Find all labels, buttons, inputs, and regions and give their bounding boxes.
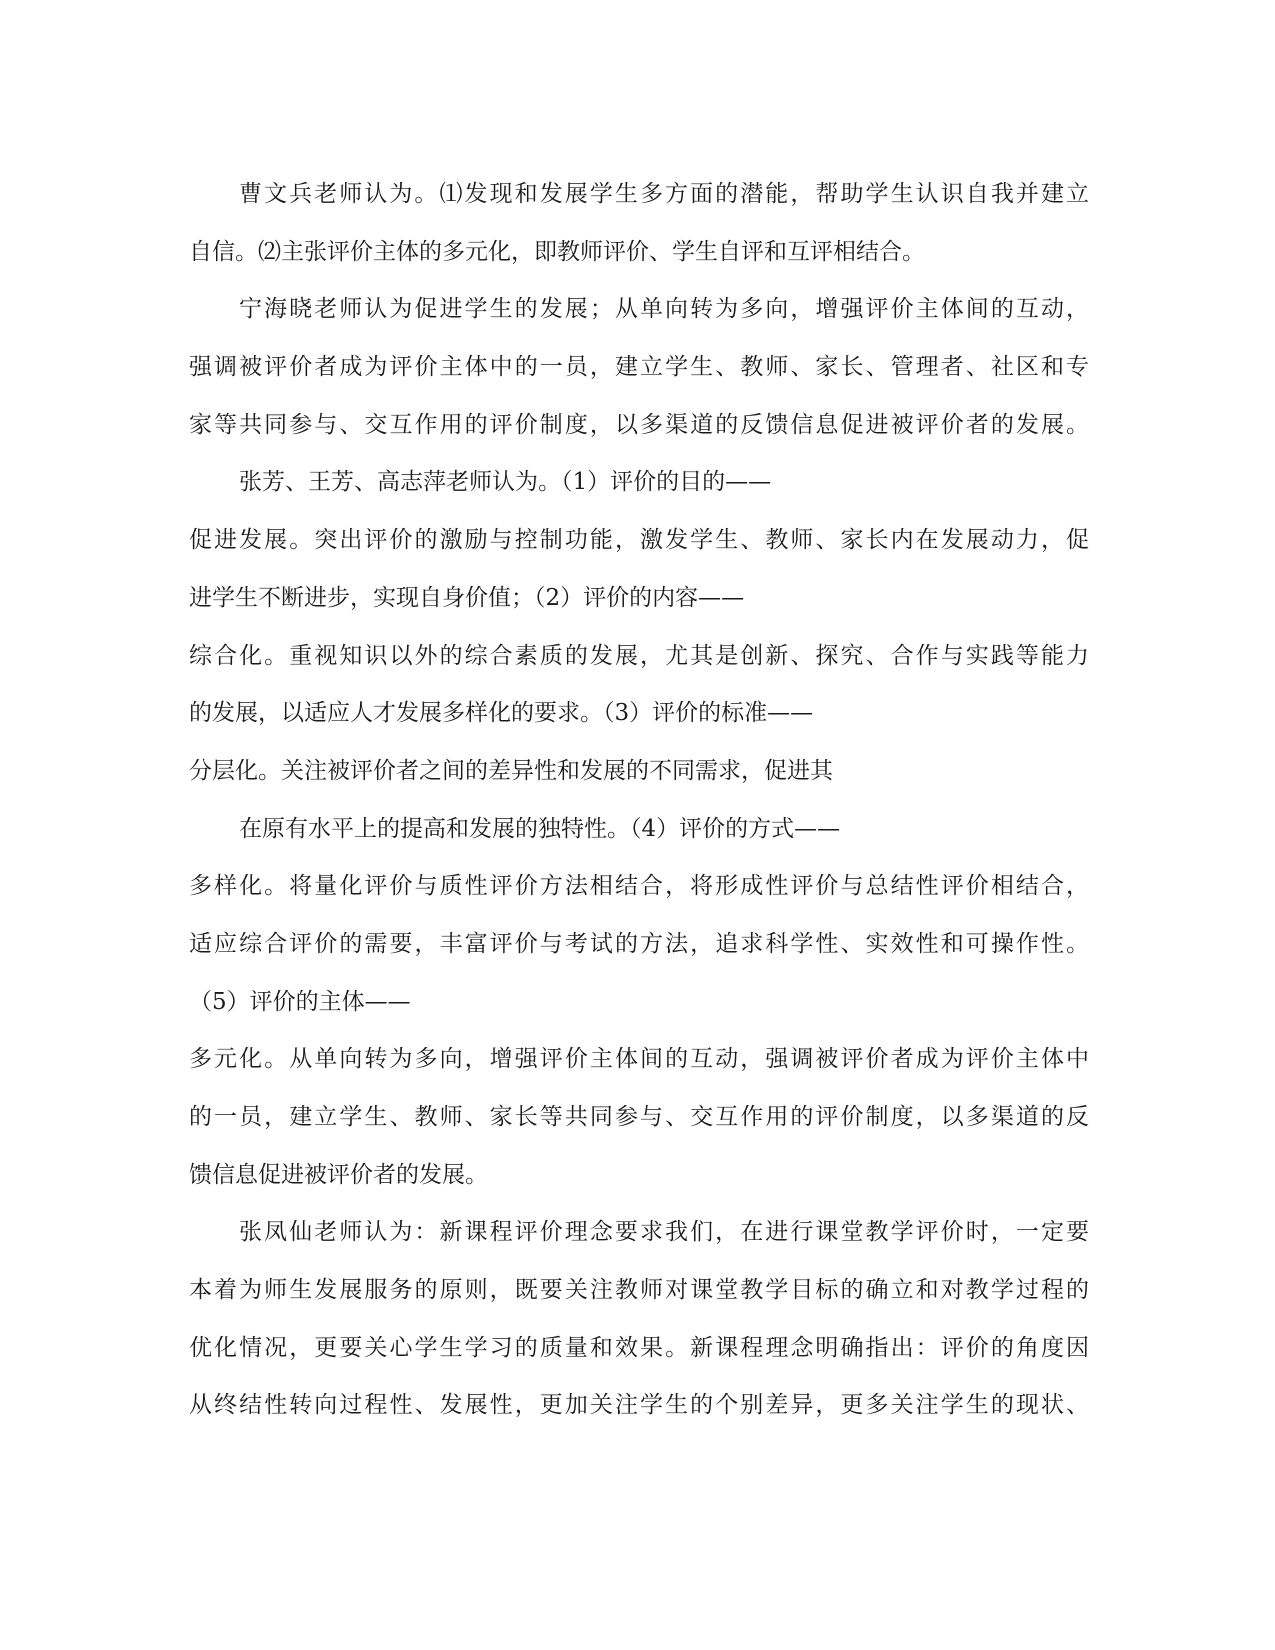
- text-line: 家等共同参与、交互作用的评价制度，以多渠道的反馈信息促进被评价者的发展。: [189, 411, 1089, 438]
- text-line: 促进发展。突出评价的激励与控制功能，激发学生、教师、家长内在发展动力，促: [189, 527, 1089, 554]
- text-line: 自信。⑵主张评价主体的多元化，即教师评价、学生自评和互评相结合。: [189, 238, 925, 265]
- text-line: 分层化。关注被评价者之间的差异性和发展的不同需求，促进其: [189, 757, 833, 784]
- text-line: 宁海晓老师认为促进学生的发展；从单向转为多向，增强评价主体间的互动，: [239, 296, 1089, 323]
- document-body: [189, 166, 1089, 1435]
- text-line: 本着为师生发展服务的原则，既要关注教师对课堂教学目标的确立和对教学过程的: [189, 1277, 1089, 1304]
- text-line: 综合化。重视知识以外的综合素质的发展，尤其是创新、探究、合作与实践等能力: [189, 642, 1089, 669]
- text-line: 张芳、王芳、高志萍老师认为。（1）评价的目的——: [239, 469, 772, 496]
- text-line: 的发展，以适应人才发展多样化的要求。（3）评价的标准——: [189, 700, 814, 727]
- text-line: 适应综合评价的需要，丰富评价与考试的方法，追求科学性、实效性和可操作性。: [189, 930, 1089, 957]
- text-line: 进学生不断进步，实现自身价值；（2）评价的内容——: [189, 584, 745, 611]
- text-line: 多样化。将量化评价与质性评价方法相结合，将形成性评价与总结性评价相结合，: [189, 873, 1089, 900]
- text-line: 多元化。从单向转为多向，增强评价主体间的互动，强调被评价者成为评价主体中: [189, 1046, 1089, 1073]
- text-line: 张凤仙老师认为：新课程评价理念要求我们，在进行课堂教学评价时，一定要: [239, 1219, 1089, 1246]
- text-line: 的一员，建立学生、教师、家长等共同参与、交互作用的评价制度，以多渠道的反: [189, 1104, 1089, 1130]
- text-line: （5）评价的主体——: [189, 988, 411, 1015]
- text-line: 在原有水平上的提高和发展的独特性。（4）评价的方式——: [239, 815, 841, 842]
- text-line: 优化情况，更要关心学生学习的质量和效果。新课程理念明确指出：评价的角度因: [189, 1334, 1089, 1361]
- text-line: 从终结性转向过程性、发展性，更加关注学生的个别差异，更多关注学生的现状、: [189, 1392, 1089, 1419]
- text-line: 馈信息促进被评价者的发展。: [189, 1161, 488, 1188]
- text-line: 强调被评价者成为评价主体中的一员，建立学生、教师、家长、管理者、社区和专: [189, 354, 1089, 381]
- text-line: 曹文兵老师认为。⑴发现和发展学生多方面的潜能，帮助学生认识自我并建立: [239, 181, 1089, 207]
